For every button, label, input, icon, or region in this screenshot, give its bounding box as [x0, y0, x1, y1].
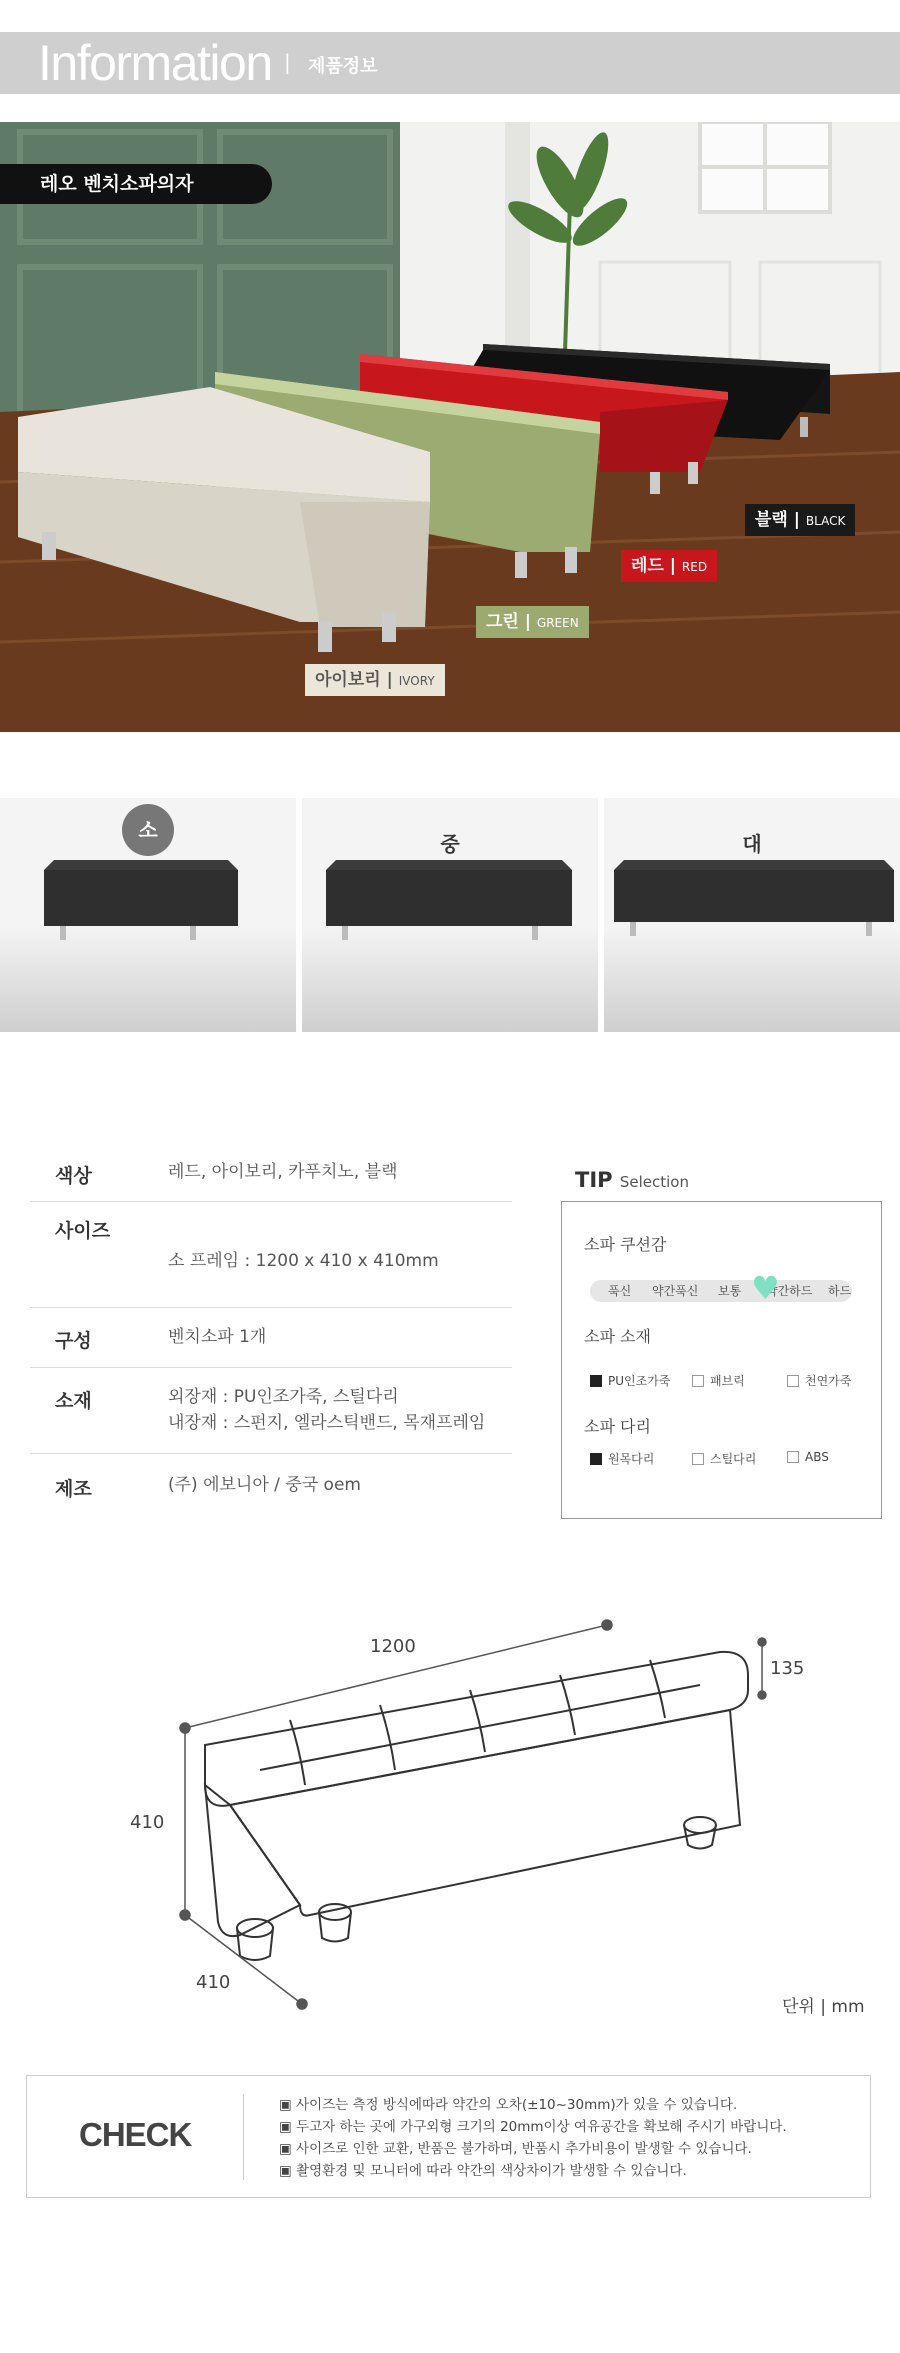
checkbox-empty-icon	[787, 1451, 799, 1463]
checkbox-empty-icon	[692, 1453, 704, 1465]
check-item: ▣ 사이즈는 측정 방식에따라 약간의 오차(±10~30mm)가 있을 수 있습니다.	[279, 2097, 738, 2113]
cushion-level: 약간푹신	[652, 1284, 699, 1298]
size-variants	[0, 798, 900, 1032]
checkbox-empty-icon	[787, 1375, 799, 1387]
dimension-diagram	[0, 1600, 900, 2030]
size-label-medium: 중	[440, 832, 460, 856]
cushion-level-selected: 약간하드	[766, 1284, 813, 1298]
check-item: ▣ 촬영환경 및 모니터에 따라 약간의 색상차이가 발생할 수 있습니다.	[279, 2163, 687, 2179]
spec-value: 외장재 : PU인조가죽, 스틸다리	[168, 1387, 399, 1407]
color-tag-black-ko: 블랙	[755, 510, 788, 530]
color-tag-ivory-en: IVORY	[398, 674, 435, 688]
spec-row-manufacturer	[30, 1454, 512, 1512]
check-list	[279, 2094, 787, 2182]
hero-photo	[0, 122, 900, 732]
header-subtitle: 제품정보	[308, 56, 378, 77]
spec-key: 제조	[55, 1478, 92, 1500]
room-scene-illustration	[0, 122, 900, 732]
color-tag-green-ko: 그린	[486, 612, 519, 632]
tip-title	[575, 1168, 689, 1192]
legs-heading: 소파 다리	[584, 1417, 651, 1436]
dimension-length: 1200	[370, 1636, 416, 1657]
check-divider	[243, 2094, 244, 2180]
spec-key: 색상	[55, 1165, 92, 1187]
spec-row-composition	[30, 1308, 512, 1368]
cushion-level: 보통	[718, 1284, 742, 1298]
material-option-fabric	[692, 1372, 745, 1389]
tip-title-main: TIP	[575, 1168, 613, 1192]
spec-row-size	[30, 1202, 512, 1308]
color-tag-red	[621, 550, 717, 582]
spec-key: 구성	[55, 1330, 92, 1352]
material-heading: 소파 소재	[584, 1327, 651, 1346]
cushion-level: 하드	[828, 1284, 852, 1298]
info-header	[0, 32, 900, 94]
material-option-leather	[787, 1372, 851, 1389]
tip-selection-box	[561, 1201, 882, 1519]
cushion-level: 푹신	[608, 1284, 632, 1298]
dimension-depth: 410	[196, 1972, 231, 1993]
color-tag-red-en: RED	[681, 560, 708, 574]
spec-table	[30, 1145, 512, 1512]
dimension-cushion: 135	[770, 1658, 805, 1679]
checkbox-checked-icon	[590, 1453, 602, 1465]
tip-title-sub: Selection	[619, 1173, 689, 1191]
cushion-scale	[590, 1280, 852, 1302]
color-tag-separator: |	[524, 612, 531, 632]
dimension-unit: 단위 | mm	[782, 1997, 865, 2017]
spec-value: 레드, 아이보리, 카푸치노, 블랙	[168, 1162, 398, 1182]
option-label: PU인조가죽	[608, 1374, 671, 1388]
color-tag-separator: |	[793, 510, 800, 530]
spec-value: (주) 에보니아 / 중국 oem	[168, 1475, 361, 1495]
size-option-large[interactable]	[604, 798, 900, 1032]
check-item: ▣ 사이즈로 인한 교환, 반품은 불가하며, 반품시 추가비용이 발생할 수 있습니다.	[279, 2141, 752, 2157]
check-notice	[26, 2075, 871, 2198]
option-label: 패브릭	[710, 1374, 745, 1388]
color-tag-green	[476, 606, 589, 638]
size-label-small: 소	[122, 804, 174, 856]
dimension-height: 410	[130, 1812, 165, 1833]
header-title: Information	[38, 35, 272, 91]
legs-option-steel	[692, 1450, 756, 1467]
option-label: 천연가죽	[805, 1374, 852, 1388]
legs-option-abs	[787, 1450, 829, 1464]
heart-marker-icon: ♥	[751, 1269, 780, 1307]
option-label: 스틸다리	[710, 1452, 757, 1466]
color-tag-green-en: GREEN	[536, 616, 579, 630]
color-tag-ivory	[305, 664, 445, 696]
spec-row-color	[30, 1145, 512, 1202]
size-label-large: 대	[742, 832, 762, 856]
size-option-medium[interactable]	[302, 798, 598, 1032]
spec-key: 소재	[55, 1390, 92, 1412]
color-tag-separator: |	[386, 670, 393, 690]
product-name-banner: 레오 벤치소파의자	[0, 164, 272, 204]
legs-option-wood	[590, 1450, 654, 1467]
cushion-heading: 소파 쿠션감	[584, 1235, 667, 1254]
option-label: ABS	[805, 1450, 829, 1464]
color-tag-ivory-ko: 아이보리	[315, 670, 381, 690]
spec-value: 소 프레임 : 1200 x 410 x 410mm	[168, 1251, 439, 1271]
size-option-small[interactable]	[0, 798, 296, 1032]
color-tag-red-ko: 레드	[631, 556, 664, 576]
checkbox-empty-icon	[692, 1375, 704, 1387]
spec-key: 사이즈	[55, 1220, 111, 1242]
spec-value: 벤치소파 1개	[168, 1327, 267, 1347]
header-separator: |	[284, 50, 291, 74]
check-title: CHECK	[79, 2116, 192, 2153]
option-label: 원목다리	[608, 1452, 655, 1466]
checkbox-checked-icon	[590, 1375, 602, 1387]
color-tag-black-en: BLACK	[805, 514, 846, 528]
spec-row-material	[30, 1368, 512, 1454]
color-tag-black	[745, 504, 855, 536]
color-tag-separator: |	[669, 556, 676, 576]
spec-value: 내장재 : 스펀지, 엘라스틱밴드, 목재프레임	[168, 1413, 486, 1433]
material-option-pu	[590, 1372, 670, 1389]
check-item: ▣ 두고자 하는 곳에 가구외형 크기의 20mm이상 여유공간을 확보해 주시기 바랍니다.	[279, 2119, 787, 2135]
